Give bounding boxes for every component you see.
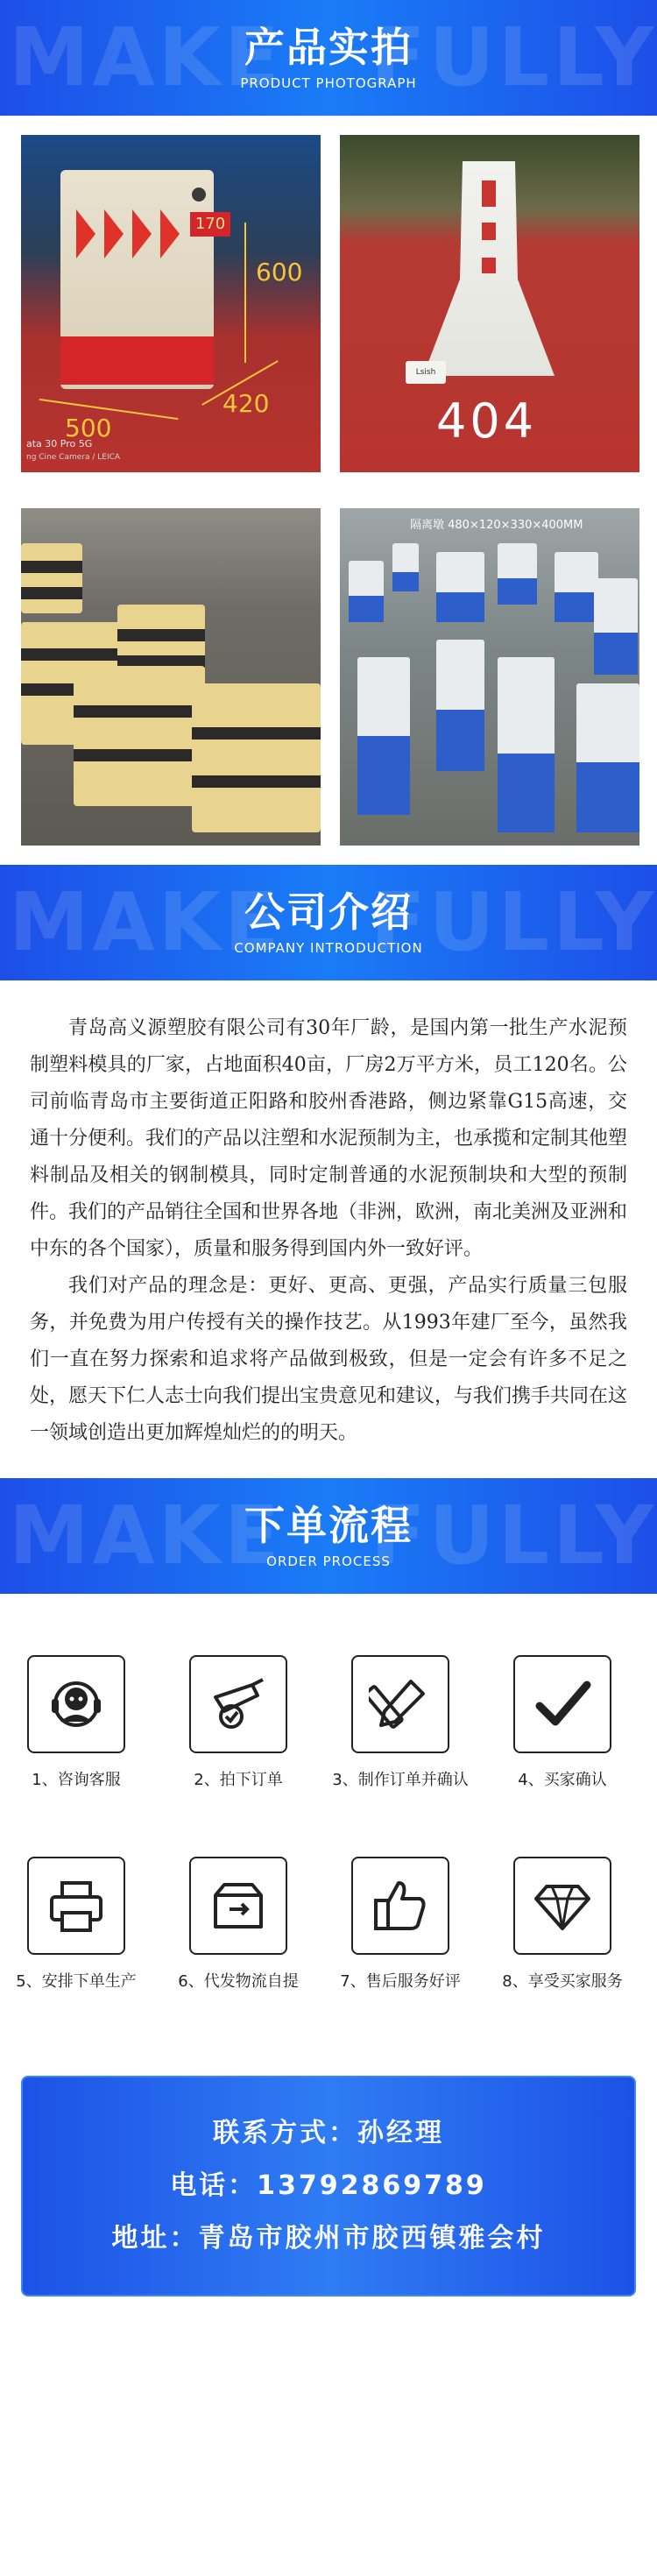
- diamond-icon: [513, 1857, 611, 1955]
- products-subtitle: PRODUCT PHOTOGRAPH: [240, 75, 417, 91]
- order-step-label: 3、制作订单并确认: [332, 1771, 469, 1789]
- dim-width: 420: [223, 389, 270, 418]
- contact-card: [21, 2076, 636, 2296]
- company-intro: [0, 980, 657, 1478]
- box-icon: [189, 1857, 287, 1955]
- products-banner: [0, 0, 657, 116]
- order-subtitle: ORDER PROCESS: [266, 1553, 391, 1569]
- order-step-label: 5、安排下单生产: [16, 1972, 137, 1991]
- order-step-8: [492, 1857, 632, 1992]
- white-mold: [423, 161, 555, 376]
- contact-person: 联系方式：孙经理: [213, 2118, 444, 2148]
- pier-block: [436, 552, 484, 622]
- photo-plastic-mold: [340, 135, 639, 472]
- order-step-label: 8、享受买家服务: [502, 1972, 623, 1991]
- camera-watermark: ata 30 Pro 5G: [26, 438, 93, 449]
- order-step-5: [6, 1857, 146, 1992]
- dim-height: 600: [256, 258, 303, 287]
- intro-paragraph-2: 我们对产品的理念是：更好、更高、更强，产品实行质量三包服务，并免费为用户传授有关的操作技艺。从1993年建厂至今，虽然我们一直在努力探索和追求将产品做到极致，但是一定会有许多不足之处，愿天下仁人志士向我们提出宝贵意见和建议，与我们携手共同在这一领域创造出更加辉煌灿烂的的明天。: [30, 1275, 628, 1444]
- hand-order-icon: [189, 1655, 287, 1753]
- barrier-block: [21, 543, 82, 613]
- dim-length: 500: [65, 414, 112, 442]
- printer-icon: [27, 1857, 125, 1955]
- order-step-6: [168, 1857, 308, 1992]
- concrete-barrier-block: [60, 170, 214, 389]
- order-step-label: 6、代发物流自提: [178, 1972, 299, 1991]
- mold-sticker: Lsish: [406, 361, 446, 384]
- intro-paragraph-1: 青岛高义源塑胶有限公司有30年厂龄，是国内第一批生产水泥预制塑料模具的厂家，占地面积40亩，厂房2万平方米，员工120名。公司前临青岛市主要街道正阳路和胶州香港路，侧边紧靠G15高速，交通十分便利。我们的产品以注塑和水泥预制为主，也承揽和定制其他塑料制品及相关的钢制模具，同时定制普通的水泥预制块和大型的预制件。我们的产品销往全国和世界各地（非洲，欧洲，南北美洲及亚洲和中东的各个国家），质量和服务得到国内外一致好评。: [30, 1017, 628, 1260]
- thumbs-up-icon: [351, 1857, 449, 1955]
- order-step-label: 7、售后服务好评: [340, 1972, 461, 1991]
- order-banner: [0, 1478, 657, 1594]
- barrier-block: [74, 666, 205, 806]
- photo-blue-piers: [340, 508, 639, 846]
- product-photo-grid: [0, 116, 657, 865]
- company-title: 公司介绍: [244, 888, 413, 936]
- pier-block: [498, 657, 555, 832]
- order-step-label: 2、拍下订单: [194, 1771, 283, 1789]
- pier-block: [357, 657, 410, 815]
- mold-model-number: 404: [436, 393, 538, 449]
- order-step-7: [330, 1857, 470, 1992]
- order-step-3: [330, 1655, 470, 1790]
- banner-bg-word-right: FULLY: [370, 11, 657, 104]
- pencil-ruler-icon: [351, 1655, 449, 1753]
- barrier-block: [192, 683, 321, 832]
- pier-block: [349, 561, 384, 622]
- company-banner: [0, 865, 657, 980]
- contact-section: [0, 2049, 657, 2332]
- pier-block: [498, 543, 537, 605]
- order-step-4: [492, 1655, 632, 1790]
- order-step-label: 4、买家确认: [518, 1771, 607, 1789]
- order-title: 下单流程: [244, 1502, 413, 1549]
- pier-block: [576, 683, 639, 832]
- photo-yellow-barriers: [21, 508, 321, 846]
- barrier-number-tag: 170: [190, 212, 230, 237]
- company-subtitle: COMPANY INTRODUCTION: [234, 940, 423, 956]
- order-process-steps: [0, 1594, 657, 2049]
- order-step-1: [6, 1655, 146, 1790]
- checkmark-icon: [513, 1655, 611, 1753]
- banner-bg-word-right: FULLY: [370, 1489, 657, 1582]
- order-step-2: [168, 1655, 308, 1790]
- photo-barrier-dimensions: [21, 135, 321, 472]
- headset-icon: [27, 1655, 125, 1753]
- banner-bg-word-left: MAKE: [9, 875, 283, 969]
- pier-block: [436, 640, 484, 771]
- pier-spec-label: 隔离墩 480×120×330×400MM: [410, 519, 583, 532]
- banner-bg-word-left: MAKE: [9, 1489, 283, 1582]
- camera-watermark-sub: ng Cine Camera / LEICA: [26, 453, 121, 462]
- products-title: 产品实拍: [244, 24, 413, 71]
- pier-block: [392, 543, 419, 591]
- pier-block: [594, 578, 638, 675]
- pier-block: [555, 552, 598, 622]
- banner-bg-word-right: FULLY: [370, 875, 657, 969]
- contact-phone[interactable]: 电话：13792869789: [170, 2170, 487, 2201]
- contact-address: 地址：青岛市胶州市胶西镇雅会村: [111, 2223, 546, 2254]
- banner-bg-word-left: MAKE: [9, 11, 283, 104]
- order-step-label: 1、咨询客服: [32, 1771, 121, 1789]
